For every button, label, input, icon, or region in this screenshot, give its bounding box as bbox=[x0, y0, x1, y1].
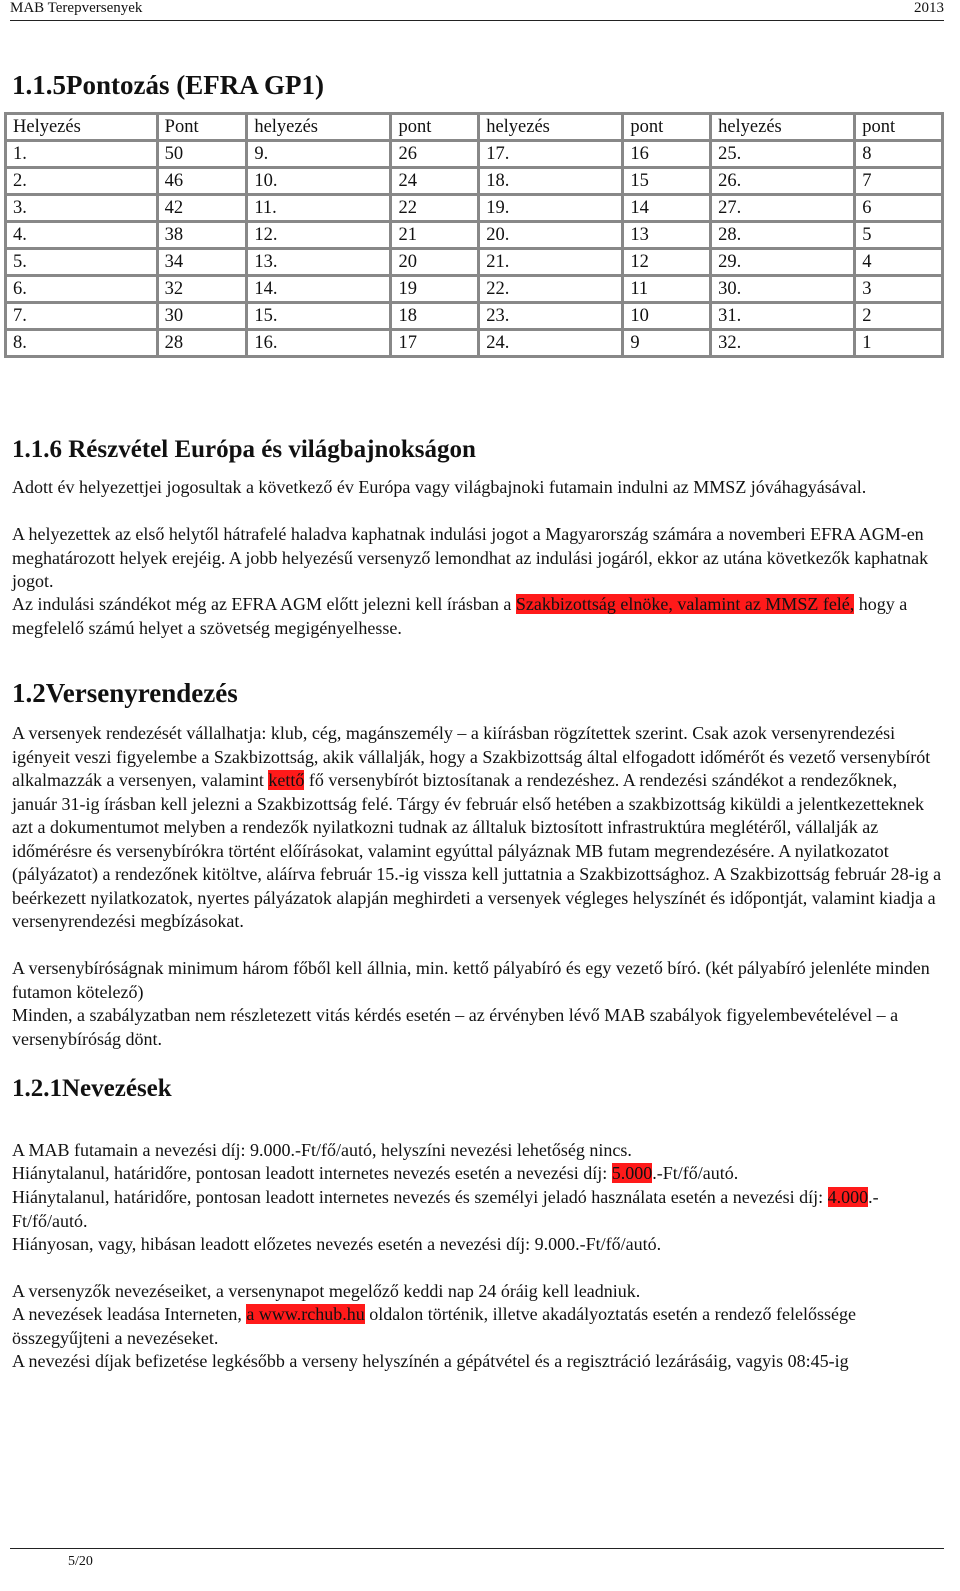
highlight-text: 5.000 bbox=[611, 1163, 653, 1183]
participation-paragraph-3: Az indulási szándékot még az EFRA AGM előtt jelezni kell írásban a Szakbizottság elnöke, valamint az MMSZ felé, hogy a megfelelő számú helyet a szövetség megigényelhesse. bbox=[12, 594, 908, 638]
table-cell: 24. bbox=[479, 330, 623, 357]
table-cell: 31. bbox=[711, 303, 855, 330]
table-cell: 7 bbox=[855, 168, 943, 195]
table-cell: pont bbox=[855, 114, 943, 141]
table-cell: 42 bbox=[157, 195, 247, 222]
table-row bbox=[6, 330, 943, 357]
table-row bbox=[6, 249, 943, 276]
table-cell: 6 bbox=[855, 195, 943, 222]
page-footer bbox=[10, 1548, 944, 1569]
table-cell: 26. bbox=[711, 168, 855, 195]
highlight-text: Szakbizottság elnöke, valamint az MMSZ felé, bbox=[515, 594, 855, 614]
table-cell: 5 bbox=[855, 222, 943, 249]
table-cell: 1. bbox=[6, 141, 158, 168]
table-cell: helyezés bbox=[479, 114, 623, 141]
table-cell: 30 bbox=[157, 303, 247, 330]
organization-paragraph-3: Minden, a szabályzatban nem részletezett vitás kérdés esetén – az érvényben lévő MAB szabályok figyelembevételével – a versenybíróság dönt. bbox=[12, 1005, 899, 1049]
table-cell: 21 bbox=[391, 222, 479, 249]
table-cell: 28 bbox=[157, 330, 247, 357]
section-title-participation: 1.1.6 Részvétel Európa és világbajnokságon bbox=[12, 436, 476, 463]
table-cell: 23. bbox=[479, 303, 623, 330]
table-cell: 11. bbox=[247, 195, 391, 222]
table-cell: 2 bbox=[855, 303, 943, 330]
table-cell: 9 bbox=[623, 330, 711, 357]
table-cell: 10. bbox=[247, 168, 391, 195]
table-cell: 8. bbox=[6, 330, 158, 357]
participation-paragraph-2: A helyezettek az első helytől hátrafelé haladva kaphatnak indulási jogot a Magyarország számára a novemberi EFRA AGM-en meghatározott helyek erejéig. A jobb helyezésű versenyző lemondhat az indulási jogáról, ekkor az utána következők kaphatnak jogot. bbox=[12, 524, 929, 591]
table-row bbox=[6, 195, 943, 222]
table-cell: 34 bbox=[157, 249, 247, 276]
table-header-row bbox=[6, 114, 943, 141]
table-cell: 28. bbox=[711, 222, 855, 249]
table-cell: pont bbox=[623, 114, 711, 141]
table-cell: 29. bbox=[711, 249, 855, 276]
table-cell: 22 bbox=[391, 195, 479, 222]
section-title-entries: 1.2.1Nevezések bbox=[12, 1075, 172, 1102]
table-row bbox=[6, 276, 943, 303]
entries-line-2: Hiánytalanul, határidőre, pontosan leadott internetes nevezés esetén a nevezési díj: 5.000.-Ft/fő/autó. bbox=[12, 1163, 739, 1183]
table-cell: 8 bbox=[855, 141, 943, 168]
table-cell: 27. bbox=[711, 195, 855, 222]
table-cell: 17. bbox=[479, 141, 623, 168]
table-cell: 15. bbox=[247, 303, 391, 330]
table-cell: helyezés bbox=[247, 114, 391, 141]
table-cell: 1 bbox=[855, 330, 943, 357]
table-cell: 11 bbox=[623, 276, 711, 303]
header-year: 2013 bbox=[914, 0, 944, 16]
section-title-organization: 1.2Versenyrendezés bbox=[12, 678, 238, 708]
table-cell: 3. bbox=[6, 195, 158, 222]
table-row bbox=[6, 222, 943, 249]
table-cell: Helyezés bbox=[6, 114, 158, 141]
page-header bbox=[10, 0, 944, 21]
table-cell: 16 bbox=[623, 141, 711, 168]
table-cell: 20. bbox=[479, 222, 623, 249]
table-cell: 6. bbox=[6, 276, 158, 303]
table-cell: 22. bbox=[479, 276, 623, 303]
entries-line-1: A MAB futamain a nevezési díj: 9.000.-Ft/fő/autó, helyszíni nevezési lehetőség nincs. bbox=[12, 1140, 632, 1160]
highlight-text: kettő bbox=[268, 770, 305, 790]
table-cell: 4. bbox=[6, 222, 158, 249]
table-cell: 7. bbox=[6, 303, 158, 330]
table-cell: Pont bbox=[157, 114, 247, 141]
table-cell: 38 bbox=[157, 222, 247, 249]
table-cell: 2. bbox=[6, 168, 158, 195]
table-cell: 19 bbox=[391, 276, 479, 303]
table-cell: 4 bbox=[855, 249, 943, 276]
table-cell: 15 bbox=[623, 168, 711, 195]
table-cell: 10 bbox=[623, 303, 711, 330]
table-cell: 13. bbox=[247, 249, 391, 276]
table-cell: 26 bbox=[391, 141, 479, 168]
highlight-text: 4.000 bbox=[827, 1187, 869, 1207]
table-cell: 21. bbox=[479, 249, 623, 276]
table-cell: 13 bbox=[623, 222, 711, 249]
table-row bbox=[6, 141, 943, 168]
entries-line-4: Hiányosan, vagy, hibásan leadott előzetes nevezés esetén a nevezési díj: 9.000.-Ft/fő/autó. bbox=[12, 1234, 662, 1254]
table-cell: 12 bbox=[623, 249, 711, 276]
organization-paragraph-1: A versenyek rendezését vállalhatja: klub, cég, magánszemély – a kiírásban rögzítettek szerint. Csak azok versenyrendezési igényeit veszi figyelembe a Szakbizottság, akik vállalják, hogy a Szakbizottság által elfogadott időmérőt és vezető versenybírót alkalmazzák a versenyen, valamint kettő fő versenybírót biztosítanak a rendezéshez. A rendezési szándékot a rendezőknek, január 31-ig írásban kell jelezni a Szakbizottság felé. Tárgy év február első hetében a szakbizottság kiküldi a jelentkezetteknek azt a dokumentumot melyben a rendezők nyilatkozni tudnak az álltaluk biztosított infrastruktúra meglétéről, vállalják az időmérésre és versenybírókra történt előírásokat, valamint egyúttal pályáznak MB futam megrendezésére. A nyilatkozatot (pályázatot) a rendezőnek kitöltve, aláírva február 15.-ig vissza kell juttatnia a Szakbizottsághoz. A Szakbizottság február 28-ig a beérkezett nyilatkozatok, nyertes pályázatok alapján meghirdeti a versenyek végleges helyszínét és időpontját, valamint kiadja a versenyrendezési megbízásokat. bbox=[12, 723, 942, 931]
table-row bbox=[6, 303, 943, 330]
table-cell: 25. bbox=[711, 141, 855, 168]
organization-paragraph-2: A versenybíróságnak minimum három főből kell állnia, min. kettő pályabíró és egy vezető bíró. (két pályabíró jelenléte minden futamon kötelező) bbox=[12, 958, 930, 1002]
table-cell: 32. bbox=[711, 330, 855, 357]
table-cell: 17 bbox=[391, 330, 479, 357]
table-cell: 5. bbox=[6, 249, 158, 276]
table-cell: 24 bbox=[391, 168, 479, 195]
entries-line-6: A nevezések leadása Interneten, a www.rchub.hu oldalon történik, illetve akadályoztatás esetén a rendező felelőssége összegyűjteni a nevezéseket. bbox=[12, 1304, 856, 1348]
table-row bbox=[6, 168, 943, 195]
table-cell: 16. bbox=[247, 330, 391, 357]
table-cell: helyezés bbox=[711, 114, 855, 141]
table-cell: 3 bbox=[855, 276, 943, 303]
table-cell: 30. bbox=[711, 276, 855, 303]
entries-line-3: Hiánytalanul, határidőre, pontosan leadott internetes nevezés és személyi jeladó használata esetén a nevezési díj: 4.000.-Ft/fő/autó. bbox=[12, 1187, 879, 1231]
table-cell: 12. bbox=[247, 222, 391, 249]
entries-line-5: A versenyzők nevezéseiket, a versenynapot megelőző keddi nap 24 óráig kell leadniuk. bbox=[12, 1281, 641, 1301]
table-cell: 46 bbox=[157, 168, 247, 195]
table-cell: pont bbox=[391, 114, 479, 141]
table-cell: 32 bbox=[157, 276, 247, 303]
table-cell: 18 bbox=[391, 303, 479, 330]
table-cell: 19. bbox=[479, 195, 623, 222]
scoring-table bbox=[4, 112, 944, 358]
header-title: MAB Terepversenyek bbox=[10, 0, 143, 16]
table-cell: 20 bbox=[391, 249, 479, 276]
table-cell: 14. bbox=[247, 276, 391, 303]
table-cell: 50 bbox=[157, 141, 247, 168]
participation-paragraph-1: Adott év helyezettjei jogosultak a következő év Európa vagy világbajnoki futamain indulni az MMSZ jóváhagyásával. bbox=[12, 477, 867, 497]
table-cell: 14 bbox=[623, 195, 711, 222]
table-cell: 9. bbox=[247, 141, 391, 168]
entries-line-7: A nevezési díjak befizetése legkésőbb a verseny helyszínén a gépátvétel és a regisztráció lezárásáig, vagyis 08:45-ig bbox=[12, 1351, 849, 1371]
page-number: 5/20 bbox=[68, 1554, 93, 1569]
table-cell: 18. bbox=[479, 168, 623, 195]
section-title-scoring: 1.1.5Pontozás (EFRA GP1) bbox=[12, 70, 324, 100]
highlight-text: a www.rchub.hu bbox=[246, 1304, 365, 1324]
